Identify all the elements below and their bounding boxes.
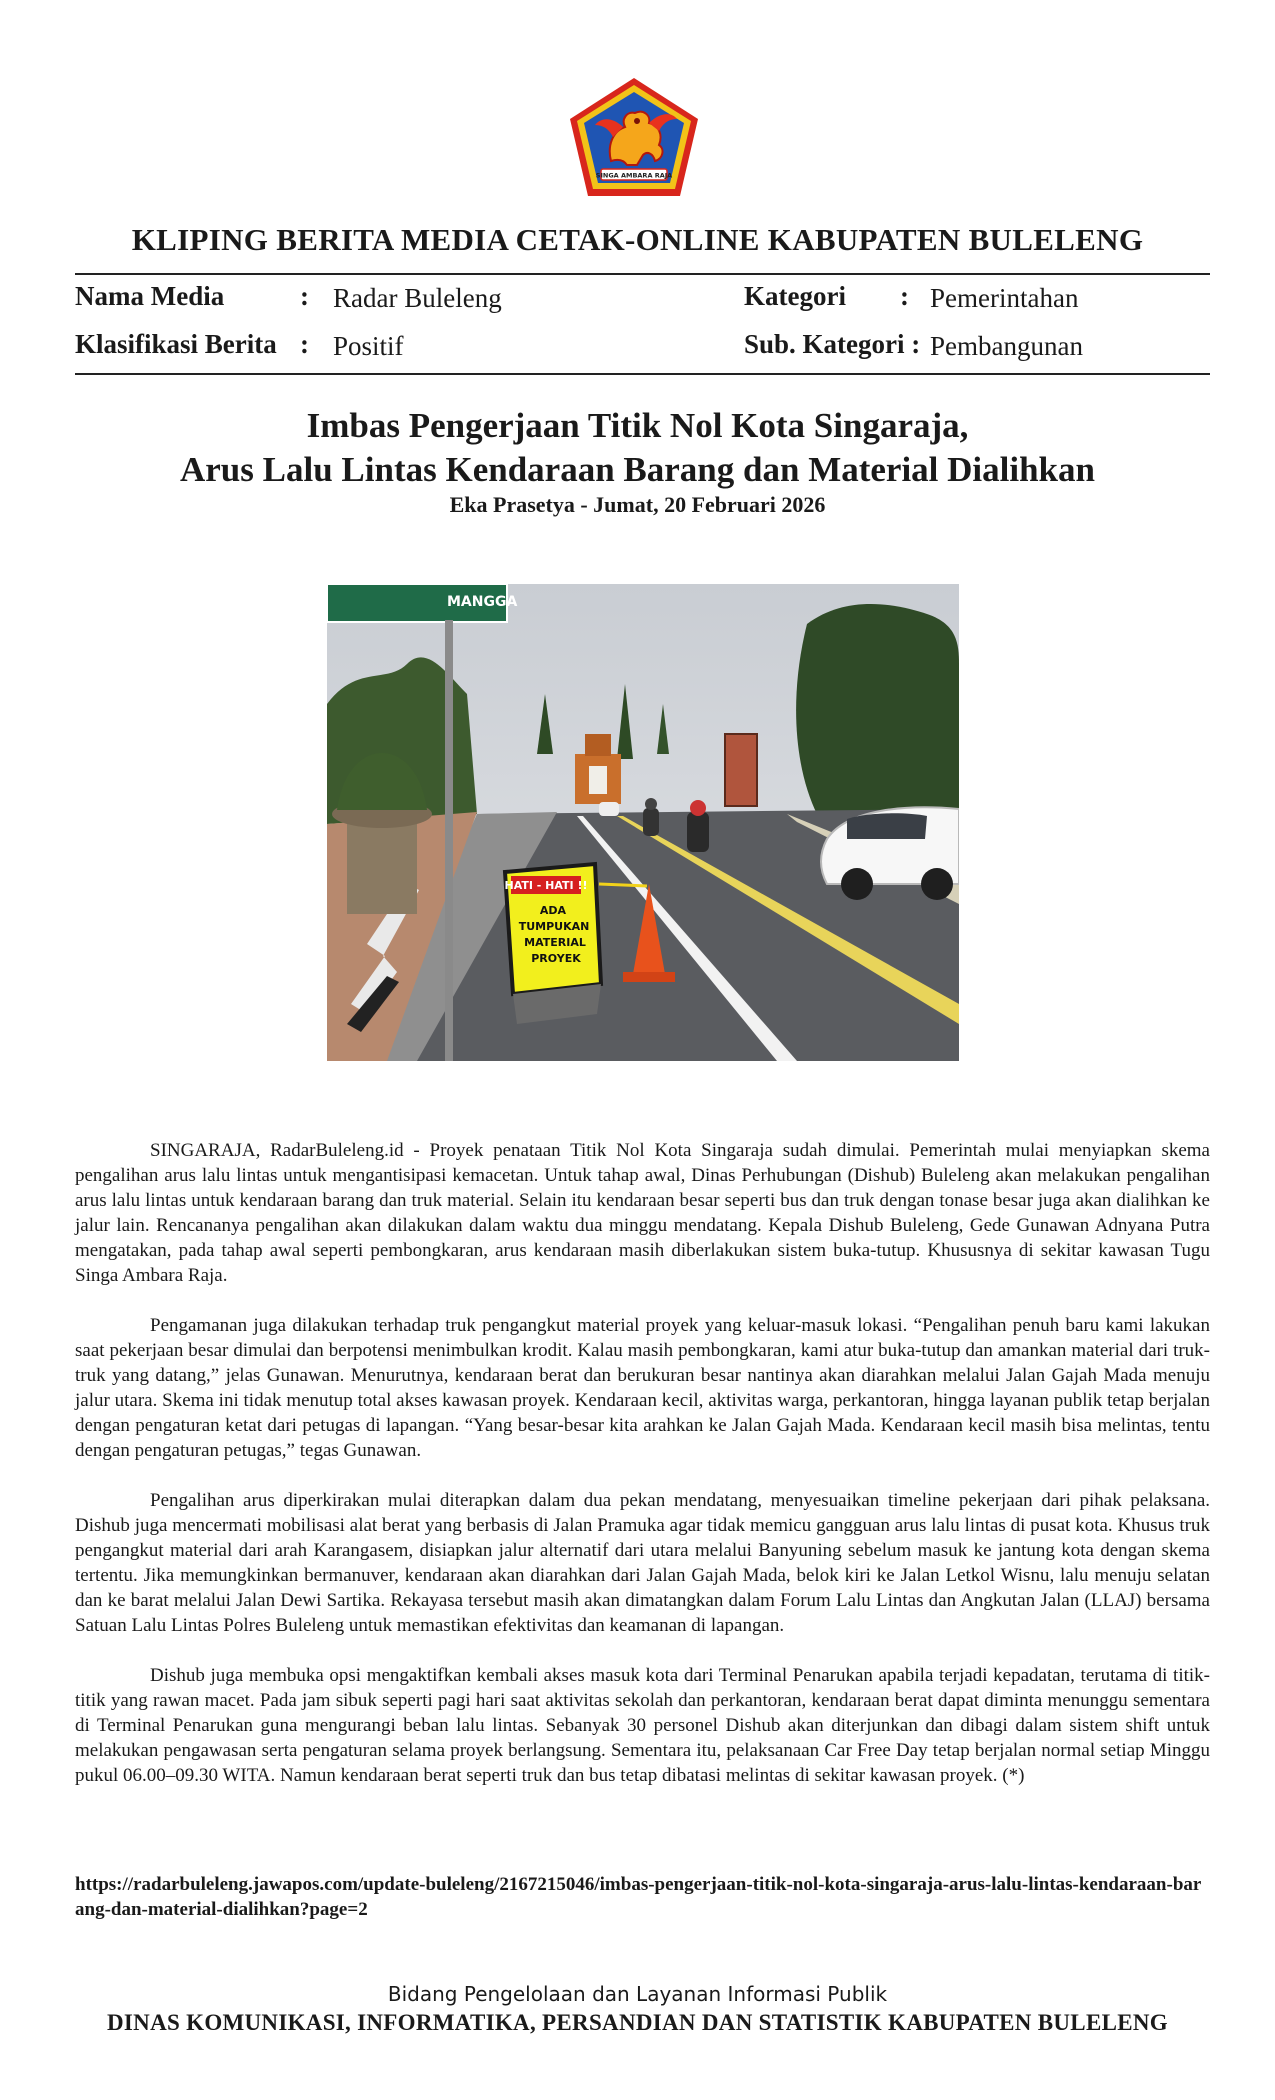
article-paragraph-1: SINGARAJA, RadarBuleleng.id - Proyek penataan Titik Nol Kota Singaraja sudah dimulai. Pemerintah mulai menyiapkan skema pengalihan arus lalu lintas untuk mengantisipasi kemacetan. Untuk tahap awal, Dinas Perhubungan (Dishub) Buleleng akan melakukan pengalihan arus lalu lintas untuk kendaraan barang dan truk material. Selain itu kendaraan besar seperti bus dan truk dengan tonase besar juga akan dialihkan ke jalur lain. Rencananya pengalihan akan dilakukan dalam waktu dua minggu mendatang. Kepala Dishub Buleleng, Gede Gunawan Adnyana Putra mengatakan, pada tahap awal seperti pembongkaran, arus kendaraan masih diberlakukan sistem buka-tutup. Khususnya di sekitar kawasan Tugu Singa Ambara Raja. — [75, 1140, 1210, 1286]
headline-line-2: Arus Lalu Lintas Kendaraan Barang dan Material Dialihkan — [179, 450, 1095, 489]
kategori-colon: : — [900, 281, 909, 311]
top-divider — [75, 273, 1210, 275]
sign-line-1: ADA — [539, 904, 567, 917]
article-headline — [0, 404, 1275, 492]
article-paragraph-2: Pengamanan juga dilakukan terhadap truk pengangkut material proyek yang keluar-masuk lokasi. “Pengalihan penuh baru kami lakukan saat pekerjaan besar dimulai dan berpotensi menimbulkan krodit. Kalau masih pembongkaran, kami atur buka-tutup dan amankan material dari truk-truk yang datang,” jelas Gunawan. Menurutnya, kendaraan berat dan berukuran besar nantinya akan diarahkan melalui Jalan Gajah Mada menuju jalur utara. Skema ini tidak menutup total akses kawasan proyek. Kendaraan kecil, aktivitas warga, perkantoran, hingga layanan publik tetap berjalan dengan pengaturan ketat dari petugas di lapangan. “Yang besar-besar kita arahkan ke Jalan Gajah Mada. Kendaraan kecil masih bisa melintas, tentu dengan pengaturan petugas,” tegas Gunawan. — [75, 1315, 1210, 1461]
logo-text: SINGA AMBARA RAJA — [595, 171, 673, 180]
sub-kategori-value: Pembangunan — [930, 331, 1083, 361]
klasifikasi-colon: : — [300, 329, 309, 359]
article-body — [75, 1138, 1210, 1813]
kliping-title: KLIPING BERITA MEDIA CETAK-ONLINE KABUPATEN BULELENG — [131, 222, 1144, 257]
kategori-label: Kategori — [744, 281, 846, 311]
nama-media-value: Radar Buleleng — [333, 283, 502, 313]
source-url-link[interactable]: https://radarbuleleng.jawapos.com/update-buleleng/2167215046/imbas-pengerjaan-titik-nol-kota-singaraja-arus-lalu-lintas-kendaraan-barang-dan-material-dialihkan?page=2 — [75, 1874, 1202, 1920]
nama-media-colon: : — [300, 281, 309, 311]
article-paragraph-4: Dishub juga membuka opsi mengaktifkan kembali akses masuk kota dari Terminal Penarukan apabila terjadi kepadatan, terutama di titik-titik yang rawan macet. Pada jam sibuk seperti pagi hari saat aktivitas sekolah dan perkantoran, kendaraan berat dapat diminta menunggu sementara di Terminal Penarukan guna mengurangi beban lalu lintas. Sebanyak 30 personel Dishub akan diterjunkan dan dibagi dalam sistem shift untuk melakukan pengawasan serta pengaturan selama proyek berlangsung. Sementara itu, pelaksanaan Car Free Day tetap berjalan normal setiap Minggu pukul 06.00–09.30 WITA. Namun kendaraan berat seperti truk dan bus tetap dibatasi melintas di sekitar kawasan proyek. (*) — [75, 1665, 1210, 1786]
klasifikasi-label: Klasifikasi Berita — [75, 329, 277, 359]
sign-line-4: PROYEK — [531, 952, 581, 965]
kategori-value: Pemerintahan — [930, 283, 1079, 313]
article-paragraph-3: Pengalihan arus diperkirakan mulai diterapkan dalam dua pekan mendatang, menyesuaikan timeline pekerjaan dari pihak pelaksana. Dishub juga mencermati mobilisasi alat berat yang berbasis di Jalan Pramuka agar tidak memicu gangguan arus lalu lintas di pusat kota. Khusus truk pengangkut material dari arah Karangasem, disiapkan jalur alternatif dari utara melalui Banyuning sebelum masuk ke jantung kota dengan skema tertentu. Jika memungkinkan bermanuver, kendaraan akan diarahkan dari Jalan Gajah Mada, belok kiri ke Jalan Letkol Wisnu, lalu menuju selatan dan ke barat melalui Jalan Dewi Sartika. Rekayasa tersebut masih akan dimatangkan dalam Forum Lalu Lintas dan Angkutan Jalan (LLAJ) bersama Satuan Lalu Lintas Polres Buleleng untuk memastikan efektivitas dan keamanan di lapangan. — [75, 1490, 1210, 1636]
sign-line-2: TUMPUKAN — [518, 920, 590, 933]
singa-ambara-raja-emblem-icon — [567, 75, 701, 201]
footer-department: Bidang Pengelolaan dan Layanan Informasi Publik — [387, 1982, 888, 2006]
footer-agency: DINAS KOMUNIKASI, INFORMATIKA, PERSANDIAN DAN STATISTIK KABUPATEN BULELENG — [107, 2010, 1168, 2035]
klasifikasi-value: Positif — [333, 331, 404, 361]
article-byline: Eka Prasetya - Jumat, 20 Februari 2026 — [449, 492, 826, 517]
bottom-divider — [75, 373, 1210, 375]
headline-line-1: Imbas Pengerjaan Titik Nol Kota Singaraja, — [306, 406, 969, 445]
sign-warning-text: HATI - HATI !! — [504, 879, 588, 892]
sign-line-3: MATERIAL — [524, 936, 586, 949]
nama-media-label: Nama Media — [75, 281, 225, 311]
street-sign-text: MANGGA — [447, 594, 518, 610]
sub-kategori-label: Sub. Kategori : — [744, 329, 921, 359]
article-photo — [327, 584, 959, 1061]
